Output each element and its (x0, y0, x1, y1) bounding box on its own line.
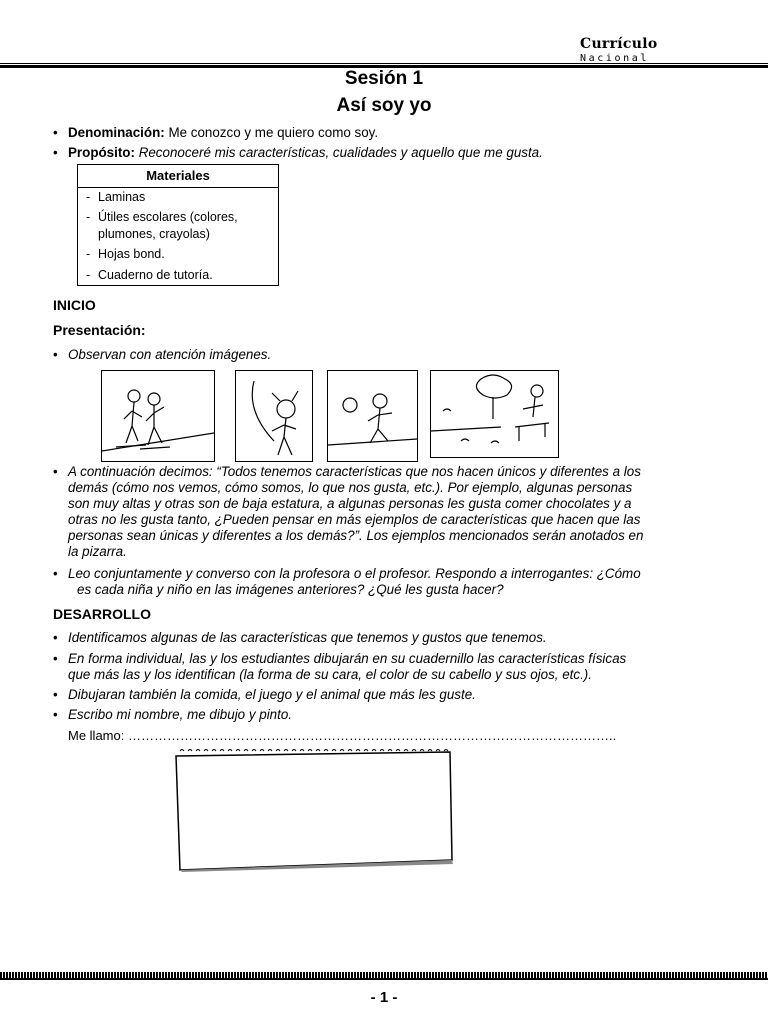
drawing-notepad (170, 748, 454, 872)
kids-skateboarding-image (101, 370, 215, 462)
page-title: Así soy yo (336, 95, 432, 116)
desarrollo-heading: DESARROLLO (53, 606, 151, 622)
logo-subtitle: Nacional (580, 53, 649, 64)
materiales-table: Materiales - Laminas - Útiles escolares (colores, plumones, crayolas) - Hojas bond. - Cuaderno de tutoría. (77, 164, 279, 286)
denominacion-text: Me conozco y me quiero como soy. (168, 125, 379, 140)
proposito-label: Propósito: (68, 145, 135, 160)
proposito-text: Reconoceré mis características, cualidades y aquello que me gusta. (138, 145, 543, 160)
session-heading: Sesión 1 (344, 68, 424, 89)
logo-title: Currículo (580, 36, 658, 52)
footer-rule (0, 972, 768, 980)
name-line: Me llamo: ………………………………………………………………………………………………….. (68, 728, 617, 743)
presentacion-heading: Presentación: (53, 322, 146, 338)
materiales-header: Materiales (78, 165, 278, 188)
page-number: - 1 - (370, 989, 398, 1006)
denominacion-label: Denominación: (68, 125, 165, 140)
child-reading-in-park-image (430, 370, 559, 458)
boy-playing-ball-image (327, 370, 418, 462)
inicio-heading: INICIO (53, 297, 96, 313)
girl-jumping-rope-image (235, 370, 313, 462)
